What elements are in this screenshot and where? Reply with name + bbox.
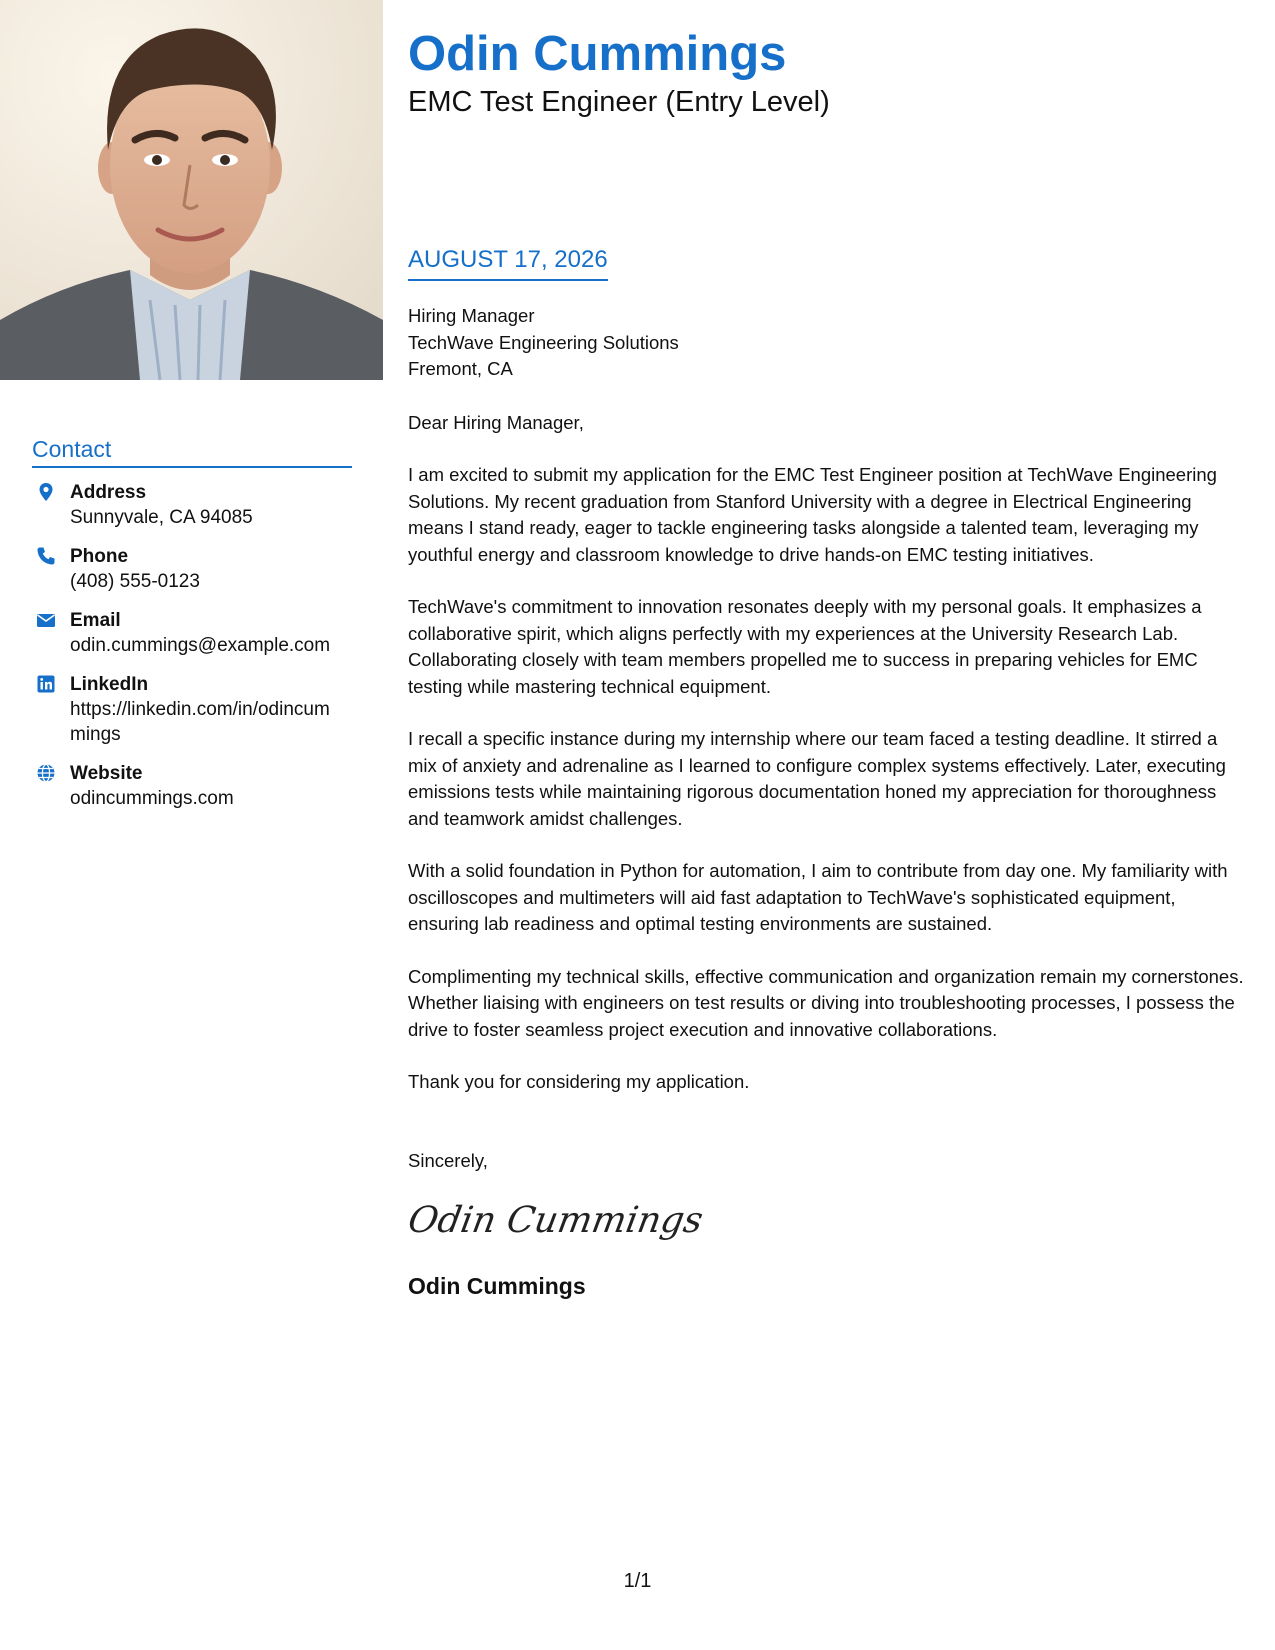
contact-label: Phone <box>70 546 129 567</box>
paragraph: TechWave's commitment to innovation resonates deeply with my personal goals. It emphasizes a collaborative spirit, which aligns perfectly with my experiences at the University Research Lab. Collaborating closely with team members propelled me to success in preparing vehicles for EMC testing while mastering technical equipment. <box>408 596 1202 697</box>
contact-heading: Contact <box>32 436 352 468</box>
recipient-line: TechWave Engineering Solutions <box>408 331 679 353</box>
letter-date: AUGUST 17, 2026 <box>408 246 608 281</box>
recipient-line: Hiring Manager <box>408 305 535 326</box>
contact-item-email <box>32 608 352 658</box>
contact-label: Website <box>70 763 143 784</box>
phone-icon <box>32 544 70 594</box>
paragraph: Complimenting my technical skills, effective communication and organization remain my cornerstones. Whether liaising with engineers on test results or diving into troubleshooting processes, I possess the drive to foster seamless project execution and innovative collaborations. <box>408 965 1244 1040</box>
linkedin-link[interactable]: https://linkedin.com/in/odincummings <box>70 699 330 745</box>
address-value: Sunnyvale, CA 94085 <box>70 507 253 528</box>
paragraph: I am excited to submit my application for the EMC Test Engineer position at TechWave Engineering Solutions. My recent graduation from Stanford University with a degree in Electrical Engineering means I stand ready, eager to tackle engineering tasks alongside a talented team, leveraging my youthful energy and classroom knowledge to drive hands-on EMC testing initiatives. <box>408 464 1217 565</box>
closing: Sincerely, <box>408 1149 488 1171</box>
paragraph: Thank you for considering my application. <box>408 1071 750 1092</box>
paragraph: With a solid foundation in Python for automation, I aim to contribute from day one. My familiarity with oscilloscopes and multimeters will aid fast adaptation to TechWave's sophisticated equipment, ensuring lab readiness and optimal testing environments are sustained. <box>408 860 1228 934</box>
envelope-icon <box>32 608 70 658</box>
globe-icon <box>32 761 70 811</box>
website-link[interactable]: odincummings.com <box>70 788 234 809</box>
contact-label: Address <box>70 482 147 503</box>
location-pin-icon <box>32 480 70 530</box>
job-title: EMC Test Engineer (Entry Level) <box>408 86 830 118</box>
recipient-line: Fremont, CA <box>408 358 513 379</box>
contact-item-website <box>32 761 352 811</box>
salutation: Dear Hiring Manager, <box>408 411 584 433</box>
svg-text:Odin Cummings: Odin Cummings <box>405 1198 707 1241</box>
profile-photo <box>0 0 383 380</box>
signer-name: Odin Cummings <box>408 1273 586 1299</box>
recipient-block <box>408 303 1248 383</box>
contact-item-address <box>32 480 352 530</box>
page-number: 1/1 <box>623 1570 652 1592</box>
email-link[interactable]: odin.cummings@example.com <box>70 635 331 656</box>
linkedin-icon <box>32 672 70 747</box>
contact-sidebar <box>32 436 352 825</box>
contact-label: Email <box>70 610 121 631</box>
paragraph: I recall a specific instance during my internship where our team faced a testing deadline. It stirred a mix of anxiety and adrenaline as I learned to configure complex systems effectively. Later, executing emissions tests while maintaining rigorous documentation honed my appreciation for thoroughness and teamwork amidst challenges. <box>408 728 1226 829</box>
handwritten-signature <box>405 1190 707 1250</box>
contact-label: LinkedIn <box>70 674 149 695</box>
letter-body <box>405 24 1248 1300</box>
contact-item-phone <box>32 544 352 594</box>
contact-item-linkedin <box>32 672 352 747</box>
phone-value: (408) 555-0123 <box>70 571 200 592</box>
applicant-name: Odin Cummings <box>408 27 787 81</box>
